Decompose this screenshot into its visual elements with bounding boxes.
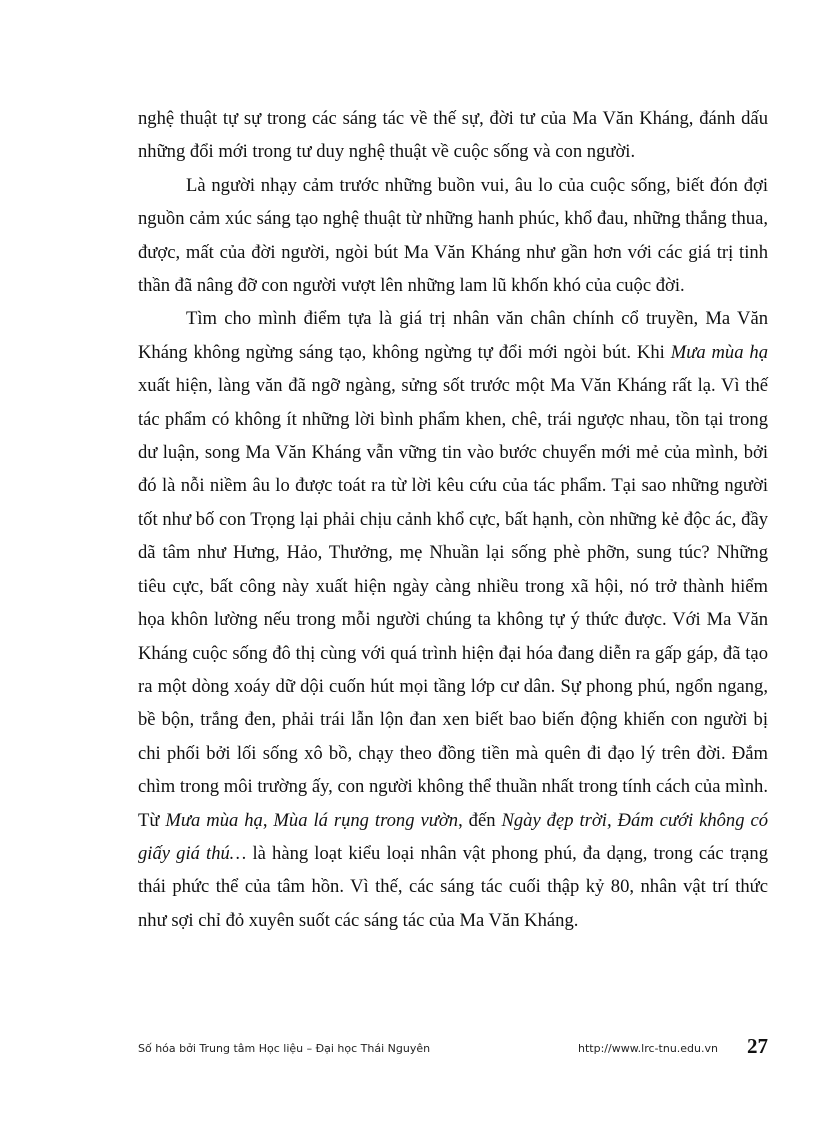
text-run: là hàng loạt kiểu loại nhân vật phong phú, đa dạng, trong các trạng thái phức thể của tâm hồn. Vì thế, các sáng tác cuối thập kỷ 80, nhân vật trí thức như sợi chỉ đỏ xuyên suốt các sáng tác của Ma Văn Kháng. xyxy=(138,842,768,931)
page-footer xyxy=(138,1035,768,1061)
text-run: nghệ thuật tự sự trong các sáng tác về thế sự, đời tư của Ma Văn Kháng, đánh dấu những đổi mới trong tư duy nghệ thuật về cuộc sống và con người. xyxy=(138,108,768,163)
italic-title-run: Mưa mùa hạ xyxy=(165,809,263,831)
text-run: , xyxy=(262,809,274,831)
italic-title-run: Ngày đẹp trời, Đám cưới không có giấy giá thú… xyxy=(138,809,769,864)
body-paragraph xyxy=(138,169,768,303)
footer-url: http://www.lrc-tnu.edu.vn xyxy=(578,1042,718,1055)
page-number: 27 xyxy=(747,1034,768,1058)
text-run: , đến xyxy=(458,809,502,831)
body-paragraph xyxy=(138,102,768,169)
body-paragraph xyxy=(138,302,768,937)
italic-title-run: Mưa mùa hạ xyxy=(670,341,768,363)
footer-credit: Số hóa bởi Trung tâm Học liệu – Đại học Thái Nguyên xyxy=(138,1042,431,1055)
text-run: xuất hiện, làng văn đã ngỡ ngàng, sửng sốt trước một Ma Văn Kháng rất lạ. Vì thế tác phẩm có không ít những lời bình phẩm khen, chê, trái ngược nhau, tồn tại trong dư luận, song Ma Văn Kháng vẫn vững tin vào bước chuyển mới mẻ của mình, bởi đó là nỗi niềm âu lo được toát ra từ lời kêu cứu của tác phẩm. Tại sao những người tốt như bố con Trọng lại phải chịu cảnh khổ cực, bất hạnh, còn những kẻ độc ác, đầy dã tâm như Hưng, Hảo, Thưởng, mẹ Nhuần lại sống phè phỡn, sung túc? Những tiêu cực, bất công này xuất hiện ngày càng nhiều trong xã hội, nó trở thành hiểm họa khôn lường nếu trong mỗi người chúng ta không tự ý thức được. Với Ma Văn Kháng cuộc sống đô thị cùng với quá trình hiện đại hóa đang diễn ra gấp gáp, đã tạo ra một dòng xoáy dữ dội cuốn hút mọi tầng lớp cư dân. Sự phong phú, ngổn ngang, bề bộn, trắng đen, phải trái lẫn lộn đan xen biết bao biến động khiến con người bị chi phối bởi lối sống xô bồ, chạy theo đồng tiền mà quên đi đạo lý trên đời. Đắm chìm trong môi trường ấy, con người không thể thuần nhất trong tính cách của mình. Từ xyxy=(138,375,768,831)
text-run: Là người nhạy cảm trước những buồn vui, âu lo của cuộc sống, biết đón đợi nguồn cảm xúc sáng tạo nghệ thuật từ những hanh phúc, khổ đau, những thắng thua, được, mất của đời người, ngòi bút Ma Văn Kháng như gần hơn với các giá trị tinh thần đã nâng đỡ con người vượt lên những lam lũ khốn khó của cuộc đời. xyxy=(138,174,768,297)
text-run: Tìm cho mình điểm tựa là giá trị nhân văn chân chính cổ truyền, Ma Văn Kháng không ngừng sáng tạo, không ngừng tự đổi mới ngòi bút. Khi xyxy=(138,308,768,363)
italic-title-run: Mùa lá rụng trong vườn xyxy=(273,809,459,831)
page-body-text xyxy=(138,102,768,937)
